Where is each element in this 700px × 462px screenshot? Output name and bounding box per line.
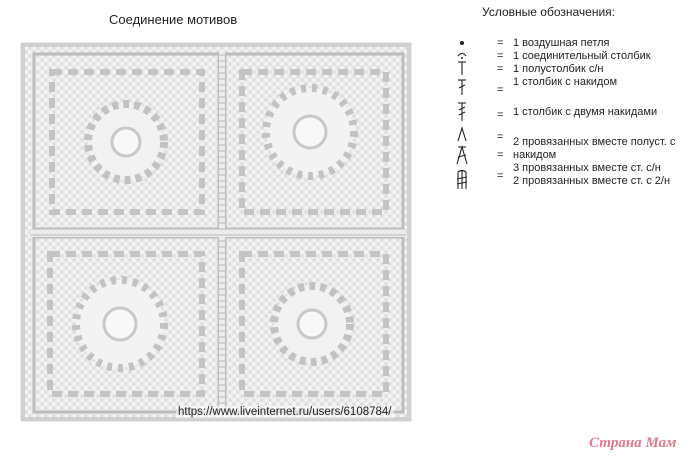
tr2tog-icon [455,168,471,188]
dc-icon [455,78,471,98]
legend-item-text: 1 полустолбик с/н [513,63,604,75]
equals-sign: = [497,50,504,62]
equals-sign: = [497,149,504,161]
crochet-photo [20,42,412,422]
legend-item-text: 2 провязанных вместе полуст. с [513,136,676,148]
half-dc-icon [455,60,471,80]
legend-item-text: 1 столбик с накидом [513,76,618,88]
figure-title: Соединение мотивов [109,12,238,27]
legend-item-text: 1 столбик с двумя накидами [513,106,658,118]
brand-logo[interactable]: Страна Мам [589,435,677,451]
equals-sign: = [497,84,504,96]
legend-item-text: 2 провязанных вместе ст. с 2/н [513,175,671,187]
equals-sign: = [497,37,504,49]
dc2tog-icon [455,145,471,165]
legend-title: Условные обозначения: [482,5,615,19]
equals-sign: = [497,131,504,143]
tr-icon [455,101,471,121]
legend-item-text: 1 воздушная петля [513,37,610,49]
equals-sign: = [497,170,504,182]
equals-sign: = [497,63,504,75]
watermark-url: https://www.liveinternet.ru/users/6108784/ [178,406,392,418]
legend-item-text: накидом [513,149,557,161]
equals-sign: = [497,109,504,121]
legend-item-text: 1 соединительный столбик [513,50,651,62]
legend-item-text: 3 провязанных вместе ст. с/н [513,162,661,174]
hdc2tog-icon [455,126,471,146]
